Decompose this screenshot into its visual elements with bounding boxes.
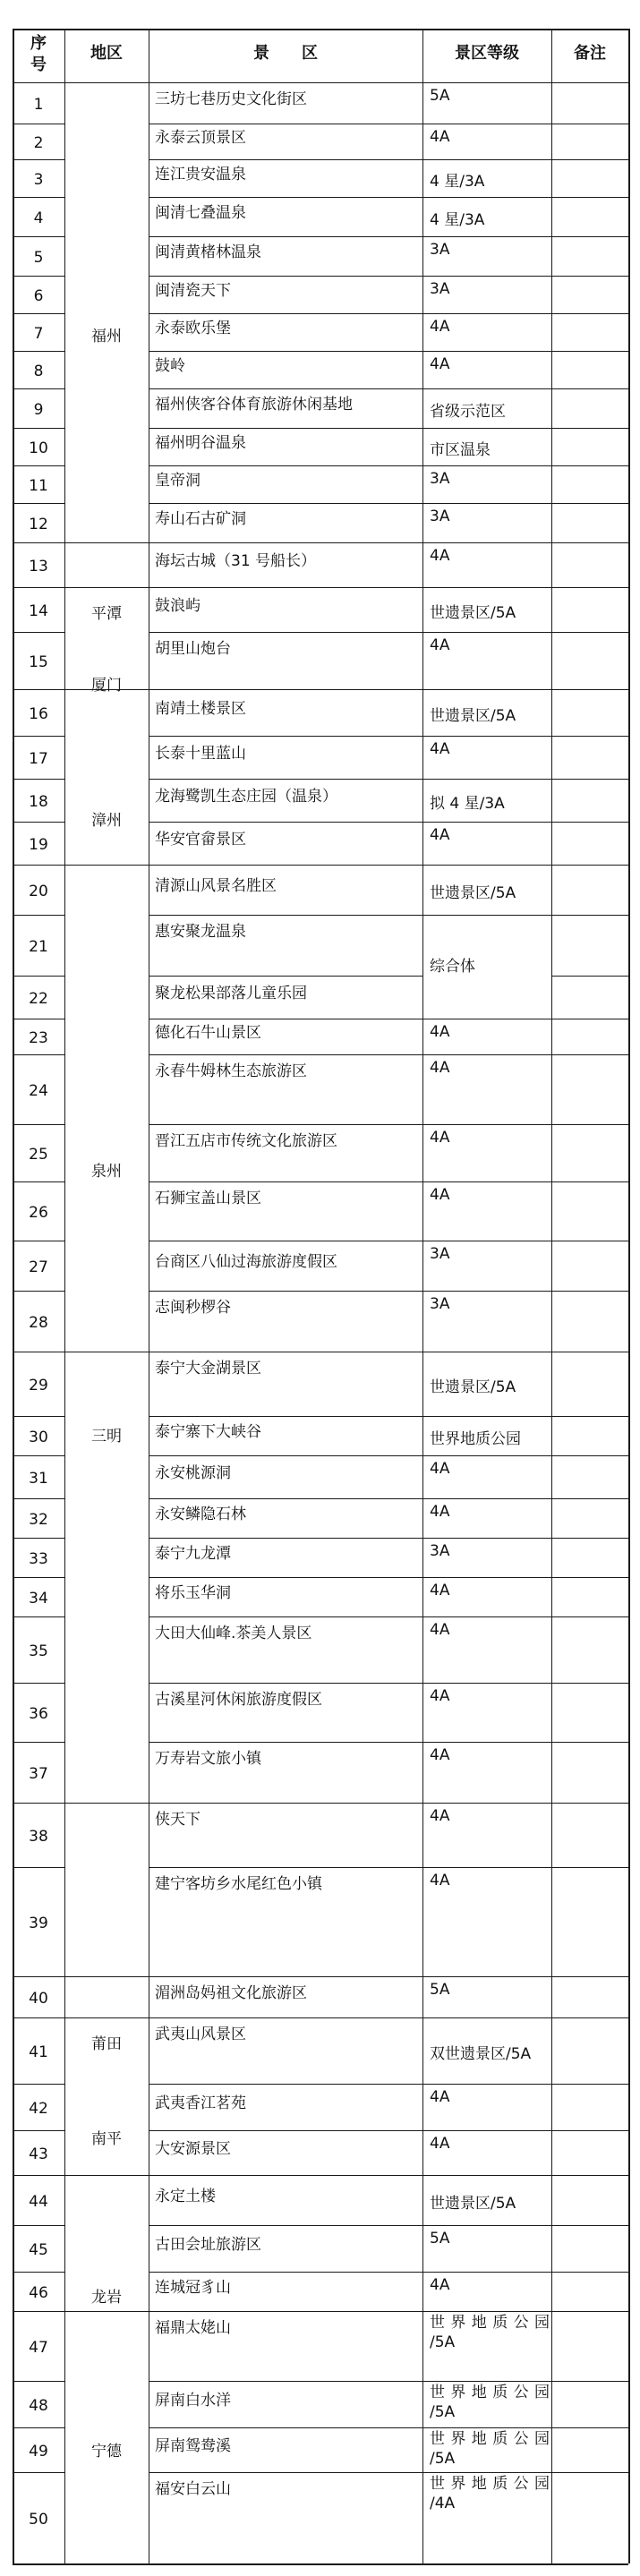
grid-line — [13, 2175, 628, 2176]
scenic-name: 古田会址旅游区 — [155, 2236, 261, 2254]
row-number: 41 — [29, 2043, 48, 2061]
header-seq-part1: 序 — [30, 34, 47, 53]
grid-line — [13, 1867, 64, 1868]
grid-line — [149, 1416, 628, 1417]
grid-line — [149, 1455, 628, 1456]
scenic-name: 华安官畲景区 — [155, 831, 246, 849]
grid-line — [13, 632, 64, 633]
row-number: 5 — [33, 249, 44, 267]
scenic-grade-suffix: /5A — [430, 2403, 456, 2421]
scenic-grade: 世遗景区/5A — [430, 604, 516, 622]
grid-line — [13, 865, 628, 866]
row-number: 29 — [29, 1377, 48, 1395]
header-grade: 景区等级 — [455, 44, 519, 63]
scenic-name: 福州明谷温泉 — [155, 434, 246, 452]
scenic-name: 南靖土楼景区 — [155, 700, 246, 718]
scenic-grade: 3A — [430, 280, 450, 298]
scenic-grade: 3A — [430, 1542, 450, 1560]
scenic-name: 武夷山风景区 — [155, 2026, 246, 2043]
region-putian: 莆田 — [91, 2035, 122, 2053]
row-number: 30 — [29, 1429, 48, 1446]
grid-line — [13, 1683, 64, 1684]
grid-line — [149, 1742, 628, 1743]
grid-line — [149, 1577, 628, 1578]
scenic-grade: 4A — [430, 1186, 450, 1204]
scenic-grade: 4A — [430, 636, 450, 654]
row-number: 32 — [29, 1511, 48, 1529]
grid-line — [13, 159, 64, 160]
row-number: 36 — [29, 1705, 48, 1723]
scenic-grade: 世遗景区/5A — [430, 2195, 516, 2213]
scenic-name: 福鼎太姥山 — [155, 2319, 231, 2337]
scenic-grade: 3A — [430, 1295, 450, 1313]
scenic-grade: 4A — [430, 355, 450, 373]
row-number: 3 — [33, 171, 44, 189]
scenic-name: 寿山石古矿洞 — [155, 510, 246, 528]
scenic-name: 侠天下 — [155, 1811, 201, 1829]
scenic-name: 福州侠客谷体育旅游休闲基地 — [155, 396, 353, 414]
scenic-name: 建宁客坊乡水尾红色小镇 — [155, 1875, 322, 1893]
scenic-grade: 4 星/3A — [430, 211, 485, 229]
grid-line — [149, 1124, 628, 1125]
scenic-grade: 双世遗景区/5A — [430, 2045, 532, 2063]
scenic-grade-suffix: /4A — [430, 2495, 456, 2512]
row-number: 37 — [29, 1765, 48, 1783]
grid-line — [149, 632, 628, 633]
scenic-grade: 4A — [430, 2276, 450, 2294]
row-number: 20 — [29, 883, 48, 900]
scenic-grade: 世 界 地 质 公 园 — [430, 2384, 550, 2401]
grid-line — [13, 542, 628, 543]
grid-line — [149, 822, 628, 823]
scenic-grade: 4A — [430, 1503, 450, 1521]
scenic-name: 聚龙松果部落儿童乐园 — [155, 985, 307, 1002]
grid-line — [13, 2017, 628, 2018]
row-number: 16 — [29, 705, 48, 723]
region-nanping: 南平 — [91, 2130, 122, 2148]
scenic-grade: 4A — [430, 1687, 450, 1705]
row-number: 45 — [29, 2241, 48, 2259]
region-zhangzhou: 漳州 — [91, 812, 122, 830]
scenic-grade: 4A — [430, 2088, 450, 2106]
header-seq-part2: 号 — [30, 55, 47, 74]
scenic-name: 永安桃源洞 — [155, 1464, 231, 1482]
scenic-name: 泰宁九龙潭 — [155, 1545, 231, 1563]
scenic-name: 德化石牛山景区 — [155, 1024, 261, 1042]
grid-line — [628, 29, 630, 2563]
grid-line — [13, 915, 64, 916]
scenic-grade: 市区温泉 — [430, 441, 491, 459]
scenic-grade: 省级示范区 — [430, 403, 506, 421]
row-number: 11 — [29, 477, 48, 495]
row-number: 28 — [29, 1314, 48, 1332]
scenic-grade: 4A — [430, 1023, 450, 1041]
grid-line — [149, 1291, 628, 1292]
row-number: 14 — [29, 602, 48, 620]
grid-line — [13, 2225, 64, 2226]
grid-line — [551, 976, 628, 977]
row-number: 47 — [29, 2339, 48, 2357]
grid-line — [13, 236, 64, 237]
row-number: 12 — [29, 516, 48, 533]
row-number: 31 — [29, 1470, 48, 1488]
grid-line — [13, 197, 64, 198]
grid-line — [13, 1803, 628, 1804]
row-number: 1 — [33, 96, 44, 114]
grid-line — [149, 1538, 628, 1539]
header-note: 备注 — [574, 44, 606, 63]
row-number: 6 — [33, 287, 44, 305]
scenic-name: 武夷香江茗苑 — [155, 2094, 246, 2112]
row-number: 27 — [29, 1258, 48, 1276]
row-number: 44 — [29, 2193, 48, 2211]
row-number: 33 — [29, 1550, 48, 1568]
grid-line — [551, 29, 552, 2563]
row-number: 19 — [29, 836, 48, 854]
scenic-grade: 4A — [430, 547, 450, 565]
row-number: 49 — [29, 2443, 48, 2461]
grid-line — [149, 2272, 628, 2273]
scenic-grade: 世遗景区/5A — [430, 884, 516, 902]
row-number: 26 — [29, 1204, 48, 1222]
scenic-grade: 4A — [430, 1872, 450, 1889]
grid-line — [149, 2130, 628, 2131]
scenic-name: 闽清七叠温泉 — [155, 204, 246, 222]
grid-line — [13, 2084, 64, 2085]
scenic-grade: 世 界 地 质 公 园 — [430, 2430, 550, 2448]
row-number: 42 — [29, 2100, 48, 2118]
scenic-grade: 4A — [430, 1621, 450, 1639]
row-number: 15 — [29, 653, 48, 671]
scenic-name: 三坊七巷历史文化街区 — [155, 90, 307, 108]
scenic-name: 将乐玉华洞 — [155, 1584, 231, 1602]
grid-line — [13, 587, 628, 588]
grid-line — [149, 2381, 628, 2382]
scenic-name: 惠安聚龙温泉 — [155, 923, 246, 941]
grid-line — [149, 915, 628, 916]
grid-line — [13, 976, 64, 977]
scenic-grade: 世遗景区/5A — [430, 707, 516, 725]
grid-line — [149, 351, 628, 352]
scenic-grade: 4A — [430, 1746, 450, 1764]
scenic-grade: 世遗景区/5A — [430, 1378, 516, 1396]
grid-line — [13, 2311, 628, 2312]
scenic-grade: 4A — [430, 128, 450, 146]
row-number: 24 — [29, 1082, 48, 1100]
grid-line — [13, 1577, 64, 1578]
scenic-name: 永泰欧乐堡 — [155, 320, 231, 337]
scenic-name: 泰宁寨下大峡谷 — [155, 1423, 261, 1441]
scenic-grade: 世 界 地 质 公 园 — [430, 2475, 550, 2493]
scenic-name: 清源山风景名胜区 — [155, 877, 277, 895]
scenic-grade: 4A — [430, 318, 450, 336]
scenic-name: 万寿岩文旅小镇 — [155, 1750, 261, 1768]
row-number: 8 — [33, 363, 44, 380]
grid-line — [149, 1054, 628, 1055]
grid-line — [13, 428, 64, 429]
scenic-grade-suffix: /5A — [430, 2333, 456, 2351]
scenic-name: 泰宁大金湖景区 — [155, 1360, 261, 1378]
scenic-name: 大安源景区 — [155, 2140, 231, 2158]
grid-line — [13, 2272, 64, 2273]
region-ningde: 宁德 — [91, 2443, 122, 2461]
grid-line — [13, 2563, 628, 2565]
grid-line — [13, 465, 64, 466]
grid-line — [149, 503, 628, 504]
grid-line — [149, 276, 628, 277]
grid-line — [13, 1742, 64, 1743]
region-fuzhou: 福州 — [91, 328, 122, 345]
row-number: 46 — [29, 2284, 48, 2302]
row-number: 34 — [29, 1590, 48, 1608]
scenic-grade: 5A — [430, 87, 450, 105]
grid-line — [13, 29, 628, 30]
scenic-name: 永泰云顶景区 — [155, 129, 246, 147]
grid-line — [149, 159, 628, 160]
grid-line — [149, 779, 628, 780]
row-number: 48 — [29, 2397, 48, 2415]
scenic-name: 胡里山炮台 — [155, 640, 231, 658]
row-number: 35 — [29, 1642, 48, 1660]
row-number: 40 — [29, 1990, 48, 2008]
grid-line — [149, 465, 628, 466]
row-number: 38 — [29, 1828, 48, 1846]
scenic-name: 龙海鹭凯生态庄园（温泉） — [155, 788, 337, 806]
row-number: 9 — [33, 401, 44, 419]
grid-line — [13, 2472, 64, 2473]
grid-line — [13, 1291, 64, 1292]
scenic-grade: 3A — [430, 470, 450, 488]
scenic-name: 永春牛姆林生态旅游区 — [155, 1062, 307, 1080]
scenic-name: 闽清瓷天下 — [155, 282, 231, 300]
scenic-name: 石狮宝盖山景区 — [155, 1190, 261, 1207]
grid-line — [13, 2381, 64, 2382]
scenic-grade: 3A — [430, 508, 450, 525]
row-number: 2 — [33, 134, 44, 152]
grid-line — [149, 388, 628, 389]
grid-line — [13, 779, 64, 780]
scenic-grade-suffix: /5A — [430, 2450, 456, 2468]
grid-line — [13, 388, 64, 389]
grid-line — [13, 2130, 64, 2131]
grid-line — [13, 1976, 628, 1977]
scenic-grade: 4A — [430, 1582, 450, 1599]
grid-line — [149, 2225, 628, 2226]
row-number: 23 — [29, 1029, 48, 1047]
scenic-grade: 4 星/3A — [430, 173, 485, 191]
grid-line — [13, 276, 64, 277]
scenic-name: 鼓浪屿 — [155, 597, 201, 615]
scenic-name: 连城冠豸山 — [155, 2279, 231, 2297]
grid-line — [149, 236, 628, 237]
row-number: 7 — [33, 325, 44, 343]
grid-line — [13, 1054, 64, 1055]
scenic-grade: 3A — [430, 1245, 450, 1263]
grid-line — [13, 1124, 64, 1125]
scenic-grade: 4A — [430, 1807, 450, 1825]
grid-line — [13, 503, 64, 504]
grid-line — [149, 2472, 628, 2473]
header-scenic: 景 区 — [253, 44, 318, 63]
scenic-grade: 4A — [430, 826, 450, 844]
scenic-name: 鼓岭 — [155, 357, 185, 375]
grid-line — [13, 2427, 64, 2428]
grid-line — [13, 1455, 64, 1456]
scenic-name: 永定土楼 — [155, 2188, 216, 2205]
row-number: 39 — [29, 1915, 48, 1932]
scenic-name: 屏南白水洋 — [155, 2392, 231, 2410]
row-number: 18 — [29, 793, 48, 811]
row-number: 13 — [29, 558, 48, 576]
scenic-name: 闽清黄楮林温泉 — [155, 243, 261, 261]
scenic-name: 志闽秒椤谷 — [155, 1299, 231, 1317]
scenic-grade: 世 界 地 质 公 园 — [430, 2314, 550, 2332]
grid-line — [149, 1181, 628, 1182]
scenic-name: 连江贵安温泉 — [155, 166, 246, 183]
grid-line — [149, 313, 628, 314]
region-quanzhou: 泉州 — [91, 1163, 122, 1181]
scenic-name: 大田大仙峰.茶美人景区 — [155, 1625, 312, 1642]
scenic-name: 湄洲岛妈祖文化旅游区 — [155, 1984, 307, 2002]
row-number: 43 — [29, 2145, 48, 2163]
region-sanming: 三明 — [91, 1428, 122, 1446]
row-number: 17 — [29, 750, 48, 768]
grid-line — [149, 1867, 628, 1868]
scenic-grade: 拟 4 星/3A — [430, 795, 505, 813]
row-number: 25 — [29, 1146, 48, 1164]
scenic-name: 晋江五店市传统文化旅游区 — [155, 1132, 337, 1150]
grid-line — [149, 736, 628, 737]
grid-line — [149, 976, 422, 977]
row-number: 10 — [29, 439, 48, 457]
scenic-name: 永安鳞隐石林 — [155, 1506, 246, 1523]
grid-line — [13, 1181, 64, 1182]
scenic-name: 屏南鸳鸯溪 — [155, 2437, 231, 2455]
scenic-grade: 5A — [430, 1981, 450, 1999]
scenic-name: 福安白云山 — [155, 2480, 231, 2498]
scenic-name: 古溪星河休闲旅游度假区 — [155, 1691, 322, 1709]
grid-line — [149, 1616, 628, 1617]
scenic-name: 皇帝洞 — [155, 472, 201, 490]
row-number: 21 — [29, 938, 48, 956]
region-pingtan: 平潭 — [91, 605, 122, 623]
grid-line — [149, 197, 628, 198]
scenic-grade: 3A — [430, 241, 450, 259]
grid-line — [13, 82, 628, 84]
scenic-name: 台商区八仙过海旅游度假区 — [155, 1253, 337, 1271]
scenic-grade: 5A — [430, 2230, 450, 2248]
scenic-name: 海坛古城（31 号船长） — [155, 552, 317, 570]
grid-line — [13, 1538, 64, 1539]
scenic-grade: 4A — [430, 740, 450, 758]
scenic-grade: 4A — [430, 2135, 450, 2153]
grid-line — [13, 313, 64, 314]
row-number: 4 — [33, 209, 44, 227]
scenic-grade: 世界地质公园 — [430, 1430, 521, 1448]
grid-line — [149, 1498, 628, 1499]
row-number: 50 — [29, 2511, 48, 2529]
scenic-name: 长泰十里蓝山 — [155, 745, 246, 763]
scenic-grade: 4A — [430, 1129, 450, 1147]
grid-line — [149, 2427, 628, 2428]
row-number: 22 — [29, 990, 48, 1008]
region-xiamen: 厦门 — [91, 677, 122, 695]
grid-line — [422, 29, 423, 2563]
header-region: 地区 — [90, 44, 123, 63]
grid-line — [149, 1683, 628, 1684]
scenic-grade: 综合体 — [430, 958, 475, 976]
grid-line — [149, 428, 628, 429]
grid-line — [13, 1616, 64, 1617]
grid-line — [149, 2084, 628, 2085]
grid-line — [13, 736, 64, 737]
grid-line — [13, 1416, 64, 1417]
scenic-grade: 4A — [430, 1460, 450, 1478]
scenic-grade: 4A — [430, 1059, 450, 1077]
grid-line — [13, 822, 64, 823]
grid-line — [13, 351, 64, 352]
region-longyan: 龙岩 — [91, 2289, 122, 2307]
grid-line — [13, 1498, 64, 1499]
